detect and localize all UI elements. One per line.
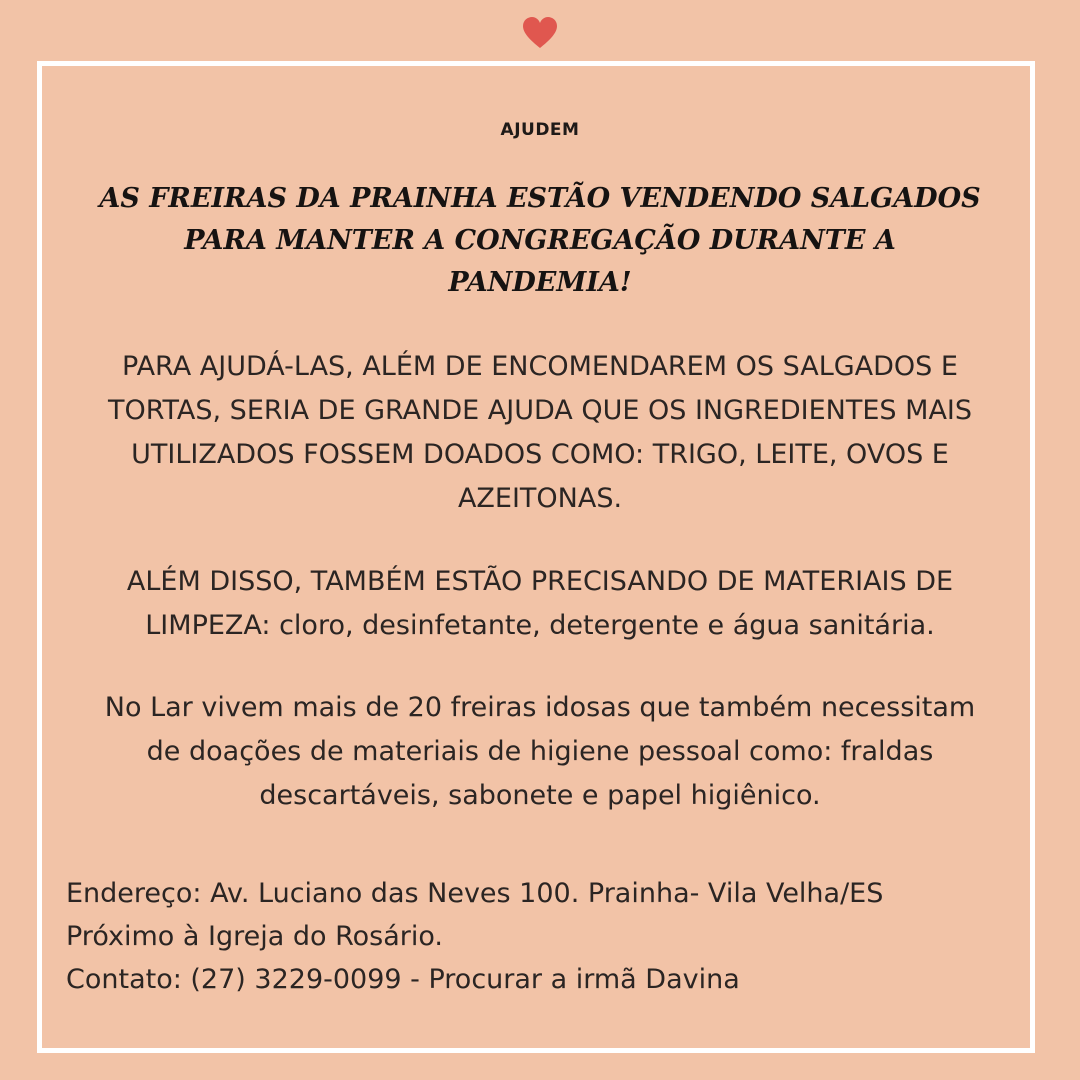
paragraph-line: ALÉM DISSO, TAMBÉM ESTÃO PRECISANDO DE MATERIAIS DE [126, 566, 954, 597]
headline-line: PANDEMIA! [448, 267, 632, 298]
landmark-line: Próximo à Igreja do Rosário. [66, 921, 444, 952]
paragraph-line: UTILIZADOS FOSSEM DOADOS COMO: TRIGO, LEITE, OVOS E [131, 439, 949, 470]
headline [80, 178, 1000, 304]
paragraph-line: No Lar vivem mais de 20 freiras idosas que também necessitam [104, 692, 976, 723]
paragraph-line: LIMPEZA: cloro, desinfetante, detergente e água sanitária. [145, 610, 935, 641]
paragraph-line: AZEITONAS. [457, 483, 623, 514]
contact-line: Contato: (27) 3229-0099 - Procurar a irmã Davina [66, 964, 740, 995]
ingredients-paragraph [40, 345, 1040, 521]
contact-info [66, 872, 883, 1001]
address-line: Endereço: Av. Luciano das Neves 100. Prainha- Vila Velha/ES [66, 878, 884, 909]
paragraph-line: descartáveis, sabonete e papel higiênico. [259, 780, 821, 811]
heart-icon [522, 16, 558, 50]
headline-line: AS FREIRAS DA PRAINHA ESTÃO VENDENDO SALGADOS [99, 183, 981, 214]
hygiene-paragraph [40, 686, 1040, 818]
paragraph-line: PARA AJUDÁ-LAS, ALÉM DE ENCOMENDAREM OS SALGADOS E [122, 351, 958, 382]
headline-line: PARA MANTER A CONGREGAÇÃO DURANTE A [184, 225, 896, 256]
paragraph-line: de doações de materiais de higiene pessoal como: fraldas [146, 736, 934, 767]
paragraph-line: TORTAS, SERIA DE GRANDE AJUDA QUE OS INGREDIENTES MAIS [107, 395, 973, 426]
cleaning-paragraph [40, 560, 1040, 648]
kicker-label: AJUDEM [500, 120, 580, 140]
